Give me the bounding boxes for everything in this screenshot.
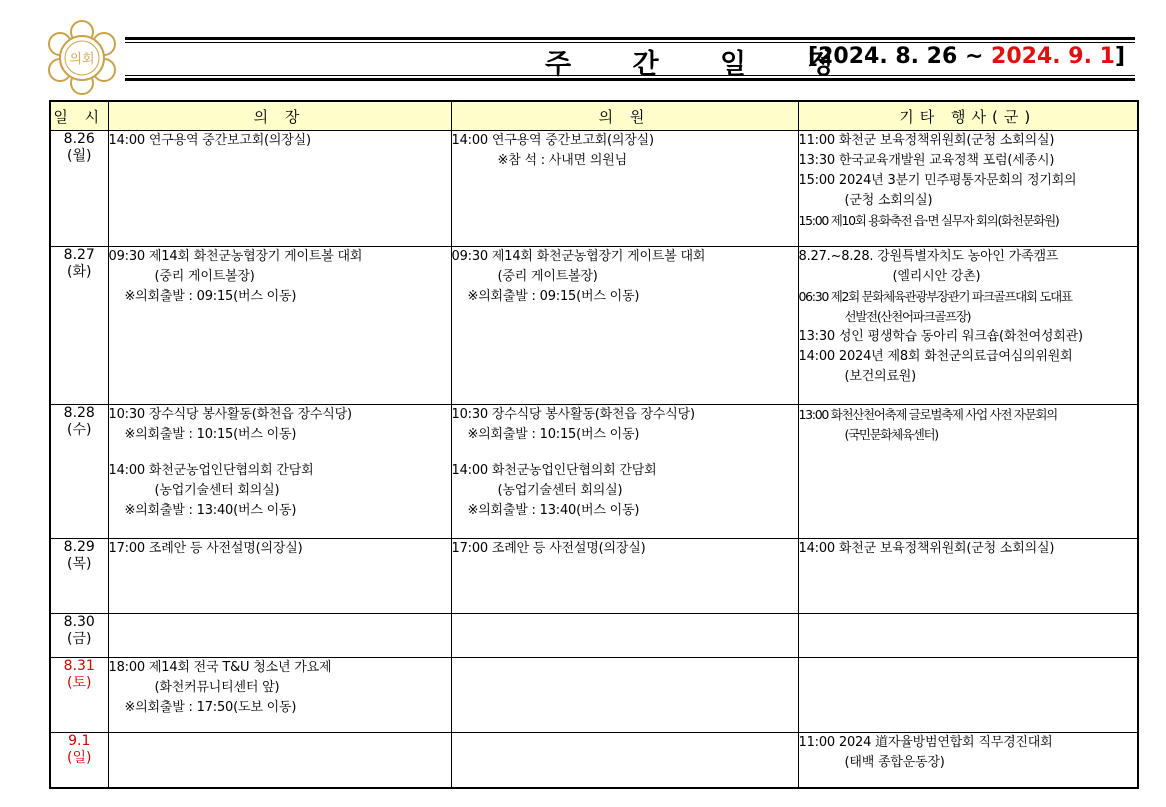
date-cell	[50, 614, 108, 658]
schedule-line: (국민문화체육센터)	[844, 427, 938, 442]
page-title: 주 간 일 정	[545, 49, 860, 80]
other-cell	[798, 247, 1138, 405]
day-text: (일)	[67, 750, 92, 766]
date-text: 9.1	[68, 733, 91, 749]
col-members-header: 의 원	[451, 101, 798, 131]
title-bar	[125, 37, 1135, 81]
members-cell	[451, 131, 798, 247]
schedule-line: 09:30 제14회 화천군농협장기 게이트볼 대회	[451, 249, 706, 264]
other-cell	[798, 539, 1138, 614]
date-text: 8.29	[63, 539, 95, 555]
date-cell	[50, 658, 108, 733]
schedule-line: (농업기술센터 회의실)	[154, 483, 280, 498]
schedule-line: (화천커뮤니티센터 앞)	[154, 680, 280, 695]
date-range-start: [2024. 8. 26 ~	[808, 44, 984, 69]
chair-cell	[108, 733, 451, 788]
schedule-line: ※의회출발 : 10:15(버스 이동)	[467, 427, 640, 442]
schedule-line: 15:00 2024년 3분기 민주평통자문회의 정기회의	[798, 173, 1077, 188]
schedule-line: (중리 게이트볼장)	[497, 269, 598, 284]
members-cell	[451, 247, 798, 405]
schedule-line: ※의회출발 : 09:15(버스 이동)	[467, 289, 640, 304]
schedule-line: (태백 종합운동장)	[844, 755, 945, 770]
schedule-line: 14:00 연구용역 중간보고회(의장실)	[451, 133, 654, 148]
day-text: (금)	[67, 631, 92, 647]
members-cell	[451, 658, 798, 733]
schedule-line: 14:00 연구용역 중간보고회(의장실)	[108, 133, 311, 148]
other-cell	[798, 733, 1138, 788]
other-cell	[798, 614, 1138, 658]
date-text: 8.31	[63, 658, 95, 674]
schedule-line: 14:00 화천군농업인단협의회 간담회	[108, 463, 314, 478]
schedule-line: 18:00 제14회 전국 T&U 청소년 가요제	[108, 660, 332, 675]
schedule-line: (농업기술센터 회의실)	[497, 483, 623, 498]
chair-cell	[108, 247, 451, 405]
schedule-line: ※의회출발 : 13:40(버스 이동)	[467, 503, 640, 518]
table-row	[50, 658, 1138, 733]
other-cell	[798, 131, 1138, 247]
schedule-line: ※의회출발 : 17:50(도보 이동)	[124, 700, 297, 715]
day-text: (월)	[67, 148, 92, 164]
date-text: 8.27	[63, 247, 95, 263]
col-date-header: 일 시	[50, 101, 108, 131]
schedule-line: 13:30 한국교육개발원 교육정책 포럼(세종시)	[798, 153, 1055, 168]
table-row	[50, 614, 1138, 658]
table-row	[50, 405, 1138, 539]
council-seal-icon	[44, 20, 120, 96]
day-text: (화)	[67, 264, 92, 280]
date-cell	[50, 405, 108, 539]
schedule-line: 17:00 조례안 등 사전설명(의장실)	[108, 541, 303, 556]
date-cell	[50, 247, 108, 405]
schedule-line: 10:30 장수식당 봉사활동(화천읍 장수식당)	[108, 407, 352, 422]
table-row	[50, 733, 1138, 788]
day-text: (수)	[67, 422, 92, 438]
schedule-line: ※의회출발 : 10:15(버스 이동)	[124, 427, 297, 442]
chair-cell	[108, 539, 451, 614]
members-cell	[451, 539, 798, 614]
schedule-line: 11:00 화천군 보육정책위원회(군청 소회의실)	[798, 133, 1055, 148]
schedule-line: 14:00 2024년 제8회 화천군의료급여심의위원회	[798, 349, 1073, 364]
members-cell	[451, 405, 798, 539]
date-cell	[50, 131, 108, 247]
members-cell	[451, 614, 798, 658]
date-cell	[50, 539, 108, 614]
schedule-line: ※의회출발 : 13:40(버스 이동)	[124, 503, 297, 518]
schedule-line: 11:00 2024 道자율방범연합회 직무경진대회	[798, 735, 1053, 750]
schedule-line: 13:00 화천산천어축제 글로벌축제 사업 사전 자문회의	[798, 407, 1057, 422]
chair-cell	[108, 614, 451, 658]
schedule-line: ※의회출발 : 09:15(버스 이동)	[124, 289, 297, 304]
chair-cell	[108, 131, 451, 247]
schedule-line: 8.27.~8.28. 강원특별자치도 농아인 가족캠프	[798, 249, 1059, 264]
date-range-close: ]	[1114, 44, 1125, 69]
date-range	[808, 44, 1125, 69]
schedule-line: ※참 석 : 사내면 의원님	[497, 153, 627, 168]
table-row	[50, 131, 1138, 247]
date-cell	[50, 733, 108, 788]
table-row	[50, 247, 1138, 405]
other-cell	[798, 405, 1138, 539]
schedule-table	[49, 100, 1139, 789]
col-chair-header: 의 장	[108, 101, 451, 131]
schedule-line: 14:00 화천군농업인단협의회 간담회	[451, 463, 657, 478]
schedule-line: 선발전(산천어파크골프장)	[844, 309, 971, 324]
chair-cell	[108, 658, 451, 733]
header-row	[50, 101, 1138, 131]
table-row	[50, 539, 1138, 614]
schedule-line: 10:30 장수식당 봉사활동(화천읍 장수식당)	[451, 407, 695, 422]
other-cell	[798, 658, 1138, 733]
seal-text: 의회	[69, 52, 95, 67]
schedule-line: (중리 게이트볼장)	[154, 269, 255, 284]
schedule-line: 15:00 제10회 용화축전 읍·면 실무자 회의(화천문화원)	[798, 213, 1059, 228]
date-text: 8.28	[63, 405, 95, 421]
schedule-line: 14:00 화천군 보육정책위원회(군청 소회의실)	[798, 541, 1055, 556]
schedule-line: 13:30 성인 평생학습 동아리 워크숍(화천여성회관)	[798, 329, 1083, 344]
schedule-line: 09:30 제14회 화천군농협장기 게이트볼 대회	[108, 249, 363, 264]
schedule-line: (엘리시안 강촌)	[892, 269, 981, 284]
col-other-header: 기타 행사(군)	[798, 101, 1138, 131]
chair-cell	[108, 405, 451, 539]
date-text: 8.30	[63, 614, 95, 630]
date-text: 8.26	[63, 131, 95, 147]
schedule-line: (군청 소회의실)	[844, 193, 933, 208]
members-cell	[451, 733, 798, 788]
day-text: (목)	[67, 556, 92, 572]
day-text: (토)	[67, 675, 92, 691]
date-range-end: 2024. 9. 1	[983, 44, 1115, 69]
schedule-line: 17:00 조례안 등 사전설명(의장실)	[451, 541, 646, 556]
schedule-line: (보건의료원)	[844, 369, 917, 384]
schedule-line: 06:30 제2회 문화체육관광부장관기 파크골프대회 도대표	[798, 289, 1072, 304]
